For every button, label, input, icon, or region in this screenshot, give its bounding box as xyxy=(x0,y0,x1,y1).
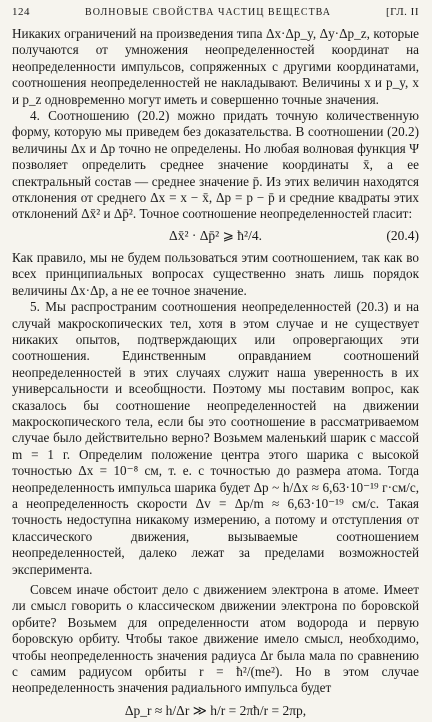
paragraph-2: 4. Соотношению (20.2) можно придать точную количественную форму, которую мы приведем без доказательства. В соотношении (20.2) величины Δx и Δp точно не определены. Но любая волновая функция Ψ позволяет определить среднее значение координаты x̄, а ее спектральный состав — среднее значение p̄. Из этих величин находятся отклонения от среднего Δx = x − x̄, Δp = p − p̄ и средние квадраты этих отклонений Δx̄² и Δp̄². Точное соотношение неопределенностей гласит: xyxy=(12,108,419,222)
running-title: ВОЛНОВЫЕ СВОЙСТВА ЧАСТИЦ ВЕЩЕСТВА xyxy=(85,7,331,18)
paragraph-1: Никаких ограничений на произведения типа Δx·Δp_y, Δy·Δp_z, которые получаются от умножения неопределенностей координат на неопределенности импульсов, сопряженных с другими координатами, соотношения неопределенностей не накладывают. Величины x и p_y, x и p_z одновременно могут иметь и совершенно точные значения. xyxy=(12,26,419,107)
equation-formula: Δx̄² · Δp̄² ⩾ ħ²/4. xyxy=(169,227,262,243)
paragraph-4: 5. Мы распространим соотношения неопределенностей (20.3) и на случай макроскопических тел, хотя в этом случае и не существует никаких опытов, подтверждающих или опровергающих эти соотношения. Единственным оправданием соотношений неопределенностей в этих случаях служит наша уверенность в их универсальности и всеобщности. Поэтому мы поставим вопрос, как сказалось бы соотношение неопределенностей на движении макроскопического тела, если бы это соотношение в рассматриваемом случае было действительно верно? Возьмем маленький шарик с массой m = 1 г. Определим положение центра этого шарика с высокой точностью Δx = 10⁻⁸ см, т. е. с точностью до размера атома. Тогда неопределенность импульса шарика будет Δp ~ h/Δx ≈ 6,63·10⁻¹⁹ г·см/с, а неопределенность скорости Δv = Δp/m ≈ 6,63·10⁻¹⁹ см/с. Такая точность недоступна никакому измерению, а потому и отступления от классического движения, вызываемые соотношением неопределенностей, далеко лежат за пределами возможностей эксперимента. xyxy=(12,299,419,577)
equation-20-4 xyxy=(12,225,419,247)
chapter-marker: [ГЛ. II xyxy=(386,6,419,18)
running-header xyxy=(12,6,419,18)
equation-formula: Δp_r ≈ h/Δr ≫ h/r = 2πħ/r = 2πp, xyxy=(124,702,307,718)
paragraph-3: Как правило, мы не будем пользоваться этим соотношением, так как во всех принципиальных вопросах существенно знать лишь порядок величины Δx·Δp, а не ее точное значение. xyxy=(12,249,419,298)
paragraph-5: Совсем иначе обстоит дело с движением электрона в атоме. Имеет ли смысл говорить о классическом движении электрона по боровской орбите? Возьмем для определенности атом водорода и первую боровскую орбиту. Чтобы такое движение имело смысл, необходимо, чтобы неопределенность значения радиуса Δr была мала по сравнению с самим радиусом орбиты r = ħ²/(me²). Но в этом случае неопределенность значения радиального импульса будет xyxy=(12,582,419,696)
equation-number: (20.4) xyxy=(386,227,419,243)
equation-radial-momentum xyxy=(12,700,419,722)
page-number: 124 xyxy=(12,6,30,18)
